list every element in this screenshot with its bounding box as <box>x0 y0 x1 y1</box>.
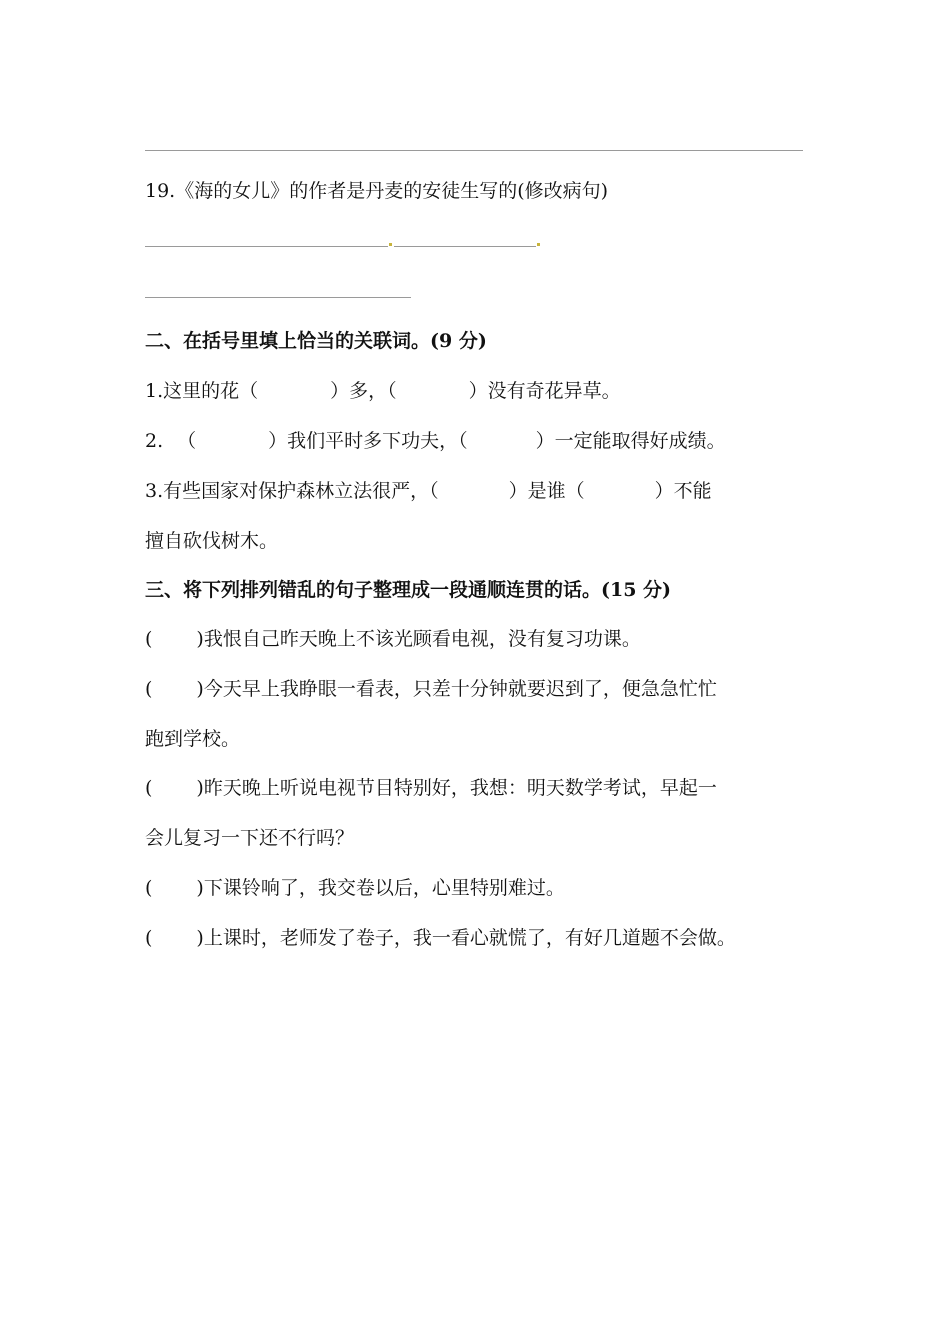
answer-line <box>145 297 411 298</box>
sentence-item: ( )下课铃响了，我交卷以后，心里特别难过。 <box>145 877 565 899</box>
section-2-item-3-continuation: 擅自砍伐树木。 <box>145 530 279 552</box>
answer-line <box>145 246 388 247</box>
section-2-item-2: 2. （ ）我们平时多下功夫，（ ）一定能取得好成绩。 <box>145 430 726 452</box>
answer-line <box>394 246 536 247</box>
item-number: 1. <box>145 380 164 402</box>
sentence-continuation: 跑到学校。 <box>145 728 241 750</box>
item-number: 3. <box>145 480 164 502</box>
sentence-item: ( )昨天晚上听说电视节目特别好，我想：明天数学考试，早起一 <box>145 777 717 799</box>
section-3-heading: 三、将下列排列错乱的句子整理成一段通顺连贯的话。(15 分) <box>145 579 672 601</box>
question-text: 《海的女儿》的作者是丹麦的安徒生写的(修改病句) <box>175 180 609 202</box>
sentence-continuation: 会儿复习一下还不行吗？ <box>145 827 355 849</box>
section-2-heading: 二、在括号里填上恰当的关联词。(9 分) <box>145 330 487 352</box>
section-2-item-1: 1.这里的花（ ）多，（ ）没有奇花异草。 <box>145 380 621 402</box>
question-19 <box>145 178 608 204</box>
sentence-item: ( )我恨自己昨天晚上不该光顾看电视，没有复习功课。 <box>145 628 641 650</box>
sentence-item: ( )今天早上我睁眼一看表，只差十分钟就要迟到了，便急急忙忙 <box>145 678 717 700</box>
marker-dot <box>389 243 392 246</box>
section-2-item-3: 3.有些国家对保护森林立法很严，（ ）是谁（ ）不能 <box>145 480 712 502</box>
question-number: 19. <box>145 180 176 202</box>
sentence-item: ( )上课时，老师发了卷子，我一看心就慌了，有好几道题不会做。 <box>145 927 736 949</box>
marker-dot <box>537 243 540 246</box>
item-number: 2. <box>145 430 164 452</box>
answer-line <box>145 150 803 151</box>
